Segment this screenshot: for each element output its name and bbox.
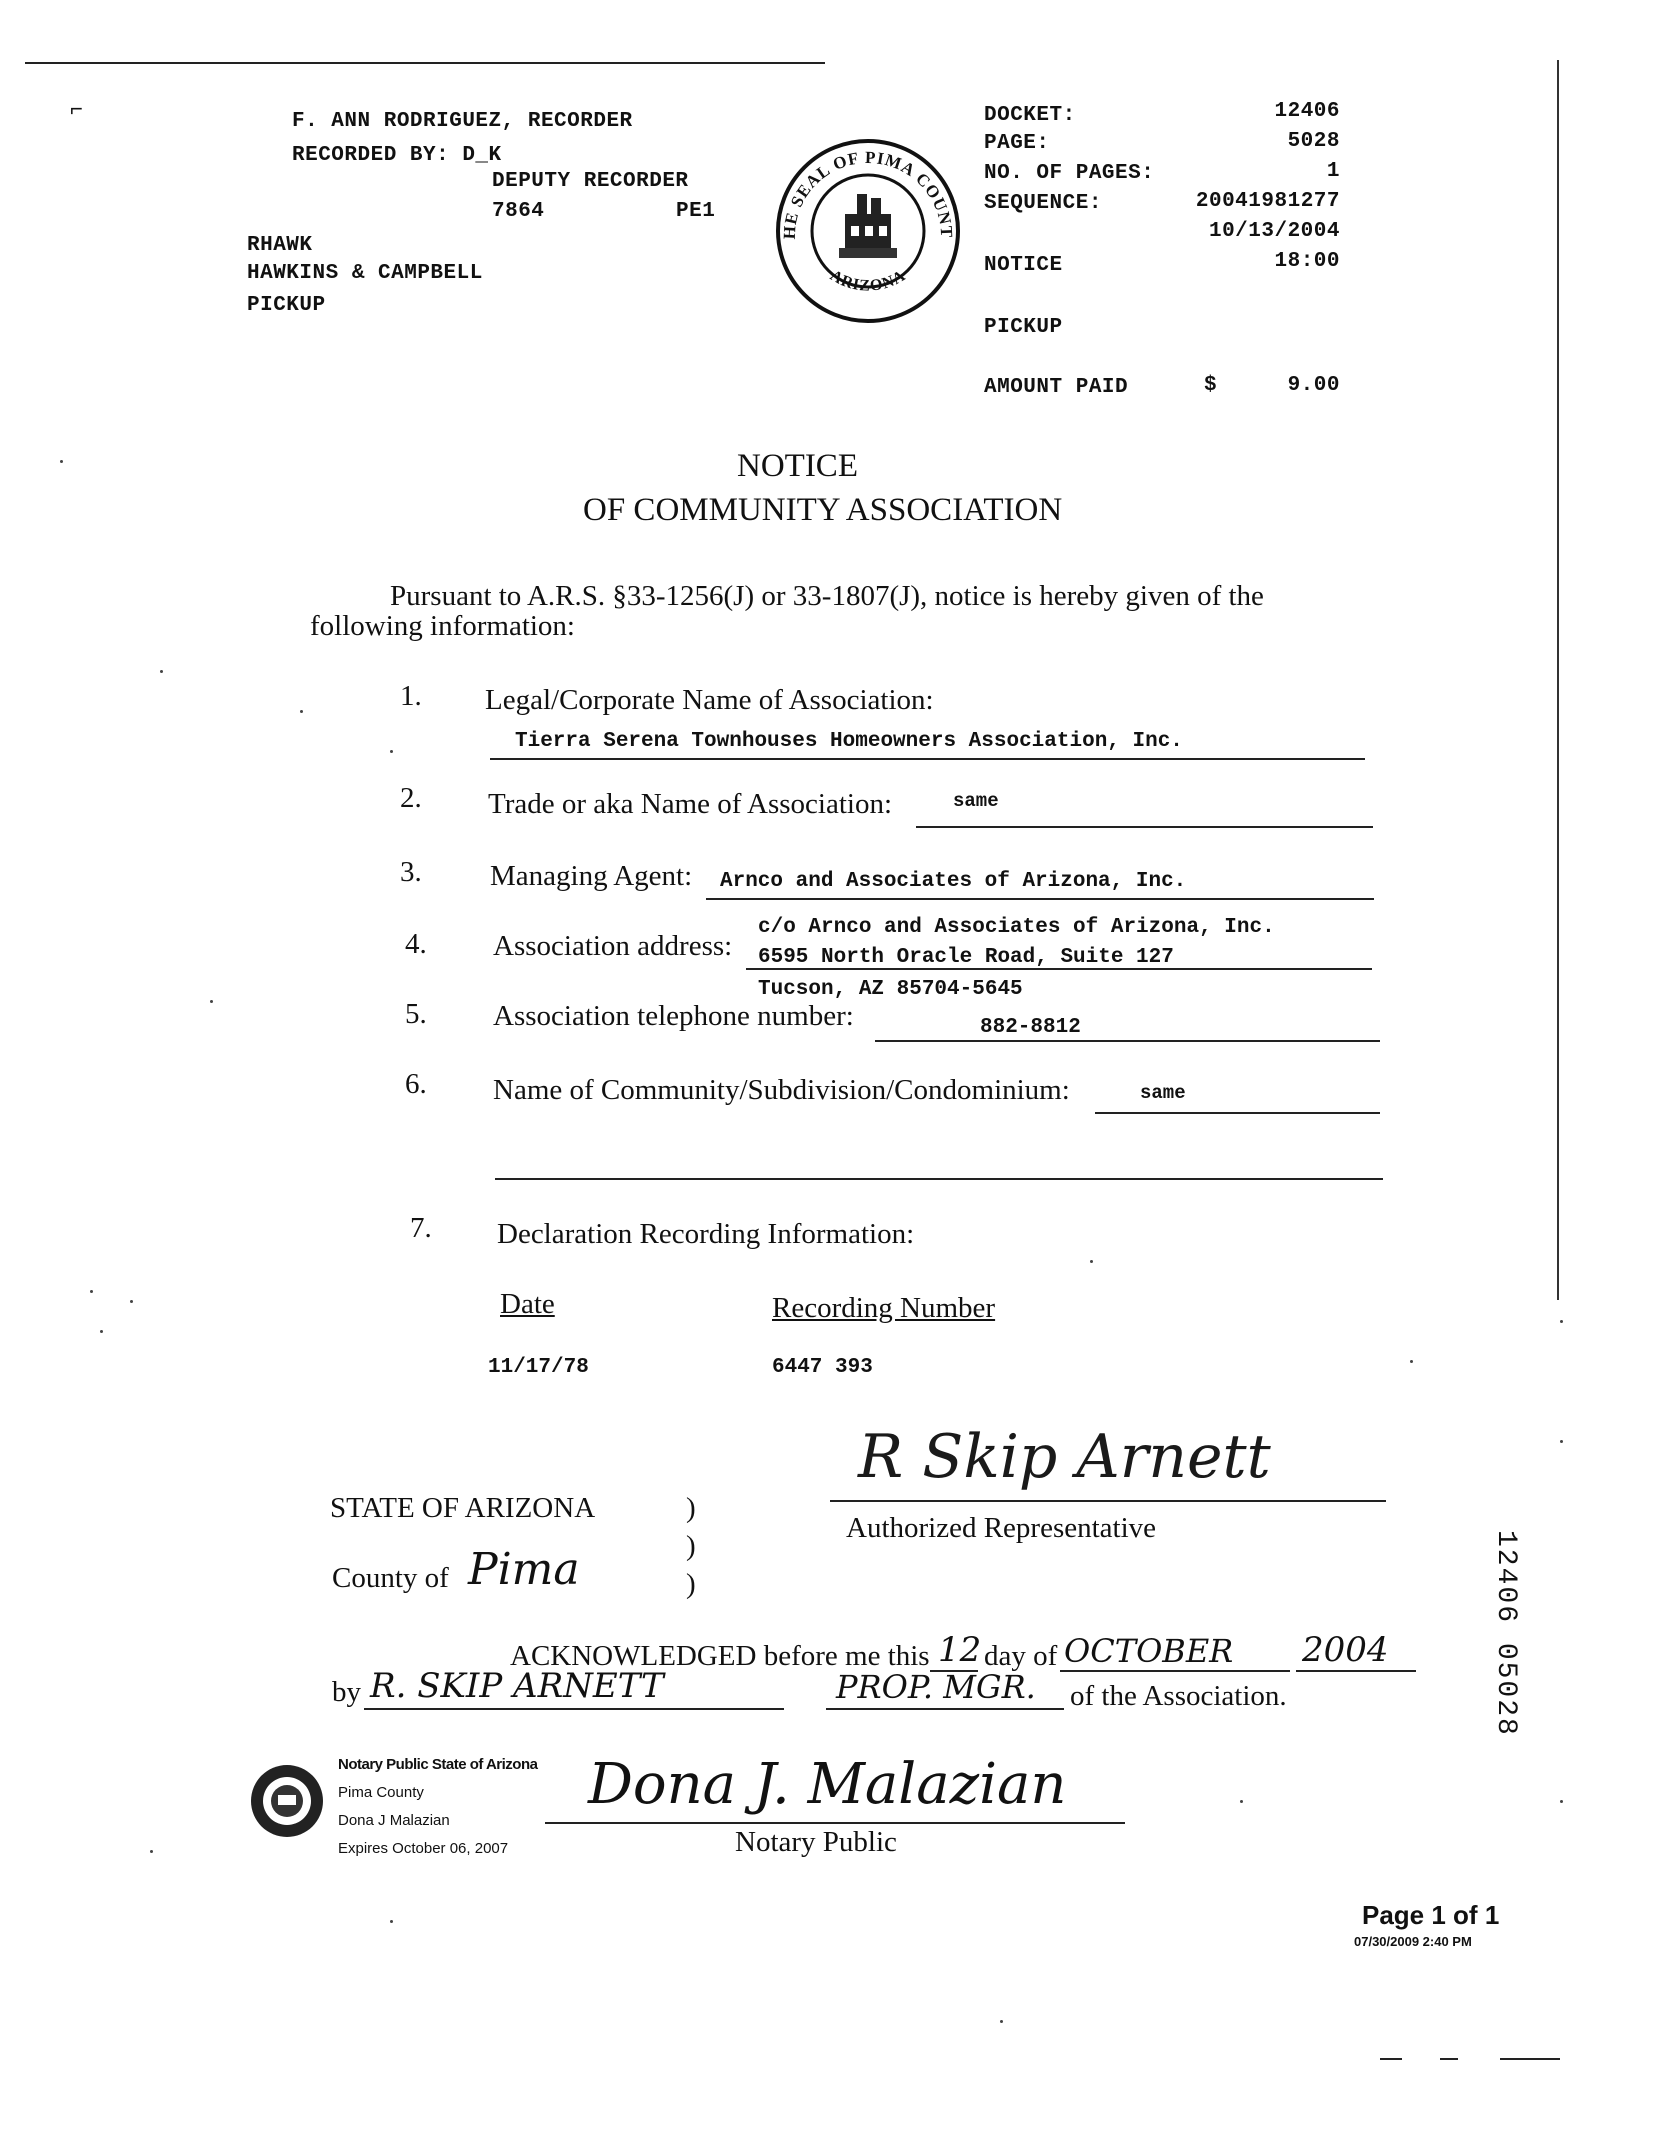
amount-label: AMOUNT PAID <box>984 376 1129 399</box>
docket-label: DOCKET: <box>984 104 1076 127</box>
amount-value: 9.00 <box>1287 374 1340 397</box>
amount-currency: $ <box>1204 374 1218 397</box>
recording-date: 11/17/78 <box>488 1356 589 1379</box>
item-2-num: 2. <box>400 782 422 814</box>
authorized-signature: R Skip Arnett <box>858 1422 1271 1492</box>
scan-speck <box>1090 1260 1093 1263</box>
intro-line-2: following information: <box>310 610 575 642</box>
item-2-underline <box>916 826 1373 828</box>
item-6-value: same <box>1140 1082 1186 1104</box>
scan-speck <box>390 1920 393 1923</box>
sequence-label: SEQUENCE: <box>984 192 1102 215</box>
county-label: County of <box>332 1562 449 1594</box>
notary-stamp-line-1: Notary Public State of Arizona <box>338 1756 538 1773</box>
scan-speck <box>150 1850 153 1853</box>
recorder-name: F. ANN RODRIGUEZ, RECORDER <box>292 110 633 133</box>
seal-text-bottom: ARIZONA <box>827 267 909 295</box>
deputy-recorder: DEPUTY RECORDER <box>492 170 689 193</box>
scan-speck <box>90 1290 93 1293</box>
pages-value: 1 <box>1326 160 1340 183</box>
ack-role-underline <box>826 1708 1064 1710</box>
margin-stamp <box>1490 1530 1530 1770</box>
item-5-value: 882-8812 <box>980 1016 1081 1039</box>
title-line-1: NOTICE <box>737 448 858 484</box>
item-7-num: 7. <box>410 1212 432 1244</box>
scan-speck <box>210 1000 213 1003</box>
ack-text-3: of the Association. <box>1070 1680 1287 1712</box>
item-3-underline <box>706 898 1374 900</box>
top-rule <box>25 62 825 64</box>
ack-text-1: ACKNOWLEDGED before me this <box>510 1640 930 1672</box>
item-1-underline <box>490 758 1365 760</box>
item-3-num: 3. <box>400 856 422 888</box>
ack-text-2: day of <box>984 1640 1058 1672</box>
item-1-label: Legal/Corporate Name of Association: <box>485 684 934 716</box>
ack-month-underline <box>1060 1670 1290 1672</box>
scan-speck <box>160 670 163 673</box>
item-4-num: 4. <box>405 928 427 960</box>
notary-caption: Notary Public <box>735 1826 897 1858</box>
item-4-underline <box>746 968 1372 970</box>
bottom-dash-2 <box>1440 2058 1458 2060</box>
ack-by: by <box>332 1676 361 1708</box>
notary-stamp-line-2: Pima County <box>338 1784 424 1801</box>
scan-speck <box>300 710 303 713</box>
recording-date-header: Date <box>500 1288 555 1320</box>
county-seal <box>773 136 963 326</box>
item-1-value: Tierra Serena Townhouses Homeowners Association, Inc. <box>515 730 1183 753</box>
signature-line <box>830 1500 1386 1502</box>
notary-seal-icon <box>248 1762 326 1840</box>
scan-speck <box>390 750 393 753</box>
scan-speck <box>1560 1800 1563 1803</box>
seal-graphic <box>773 136 963 326</box>
margin-stamp-text: 12406 05028 <box>1490 1530 1521 1737</box>
filer-line-3: PICKUP <box>247 294 326 317</box>
bottom-dash-1 <box>1380 2058 1402 2060</box>
recording-number: 6447 393 <box>772 1356 873 1379</box>
recording-number-header: Recording Number <box>772 1292 996 1324</box>
notary-signature: Dona J. Malazian <box>588 1752 1067 1817</box>
item-5-num: 5. <box>405 998 427 1030</box>
item-5-label: Association telephone number: <box>493 1000 854 1032</box>
corner-mark: ⌐ <box>70 96 83 121</box>
ack-role: PROP. MGR. <box>836 1668 1036 1706</box>
scan-speck <box>60 460 63 463</box>
footer-page: Page 1 of 1 <box>1362 1900 1500 1930</box>
scan-speck <box>100 1330 103 1333</box>
page-value: 5028 <box>1287 130 1340 153</box>
item-4-value-line-3: Tucson, AZ 85704-5645 <box>758 978 1023 1001</box>
item-1-num: 1. <box>400 680 422 712</box>
item-6-extra-underline <box>495 1178 1383 1180</box>
record-date: 10/13/2004 <box>1208 220 1340 243</box>
right-edge-line <box>1557 60 1559 1300</box>
seal-text-top: HE SEAL OF PIMA COUNT <box>779 147 957 240</box>
ack-year-underline <box>1296 1670 1416 1672</box>
county-value: Pima <box>468 1544 580 1595</box>
paren-1: ) <box>686 1492 696 1524</box>
paren-3: ) <box>686 1568 696 1600</box>
item-5-underline <box>875 1040 1380 1042</box>
pages-label: NO. OF PAGES: <box>984 162 1155 185</box>
item-2-label: Trade or aka Name of Association: <box>488 788 893 820</box>
record-type: NOTICE <box>984 254 1063 277</box>
state-line: STATE OF ARIZONA <box>330 1492 596 1524</box>
signature-caption: Authorized Representative <box>846 1512 1157 1544</box>
ack-person: R. SKIP ARNETT <box>370 1666 664 1706</box>
filer-line-1: RHAWK <box>247 234 313 257</box>
footer-timestamp: 07/30/2009 2:40 PM <box>1354 1934 1472 1949</box>
item-7-label: Declaration Recording Information: <box>497 1218 915 1250</box>
bottom-dash-3 <box>1500 2058 1560 2060</box>
item-4-value-line-2: 6595 North Oracle Road, Suite 127 <box>758 946 1174 969</box>
ack-year: 2004 <box>1302 1630 1389 1670</box>
notary-stamp-line-4: Expires October 06, 2007 <box>338 1840 509 1857</box>
item-4-value-line-1: c/o Arnco and Associates of Arizona, Inc. <box>758 916 1275 939</box>
page-label: PAGE: <box>984 132 1050 155</box>
paren-2: ) <box>686 1530 696 1562</box>
recorder-code2: PE1 <box>676 200 716 223</box>
item-3-label: Managing Agent: <box>490 860 693 892</box>
item-6-underline <box>1095 1112 1380 1114</box>
scan-speck <box>1560 1440 1563 1443</box>
sequence-value: 20041981277 <box>1195 190 1340 213</box>
pickup-label: PICKUP <box>984 316 1063 339</box>
notary-signature-line <box>545 1822 1125 1824</box>
item-6-label: Name of Community/Subdivision/Condominium: <box>493 1074 1070 1106</box>
scan-speck <box>1560 1320 1563 1323</box>
scan-speck <box>130 1300 133 1303</box>
ack-day: 12 <box>938 1630 982 1670</box>
scan-speck <box>1240 1800 1243 1803</box>
filer-line-2: HAWKINS & CAMPBELL <box>247 262 483 285</box>
notary-stamp-line-3: Dona J Malazian <box>338 1812 450 1829</box>
ack-person-underline <box>364 1708 784 1710</box>
record-time: 18:00 <box>1274 250 1340 273</box>
item-3-value: Arnco and Associates of Arizona, Inc. <box>720 870 1187 893</box>
scan-speck <box>1410 1360 1413 1363</box>
intro-line-1: Pursuant to A.R.S. §33-1256(J) or 33-1807(J), notice is hereby given of the <box>390 580 1264 612</box>
docket-value: 12406 <box>1274 100 1340 123</box>
item-4-label: Association address: <box>493 930 733 962</box>
recorded-by: RECORDED BY: D_K <box>292 144 502 167</box>
item-6-num: 6. <box>405 1068 427 1100</box>
recorder-code: 7864 <box>492 200 545 223</box>
scan-speck <box>1000 2020 1003 2023</box>
item-2-value: same <box>953 790 999 812</box>
svg-text:ARIZONA <box>827 267 909 295</box>
ack-month: OCTOBER <box>1064 1632 1234 1670</box>
title-line-2: OF COMMUNITY ASSOCIATION <box>583 492 1063 528</box>
